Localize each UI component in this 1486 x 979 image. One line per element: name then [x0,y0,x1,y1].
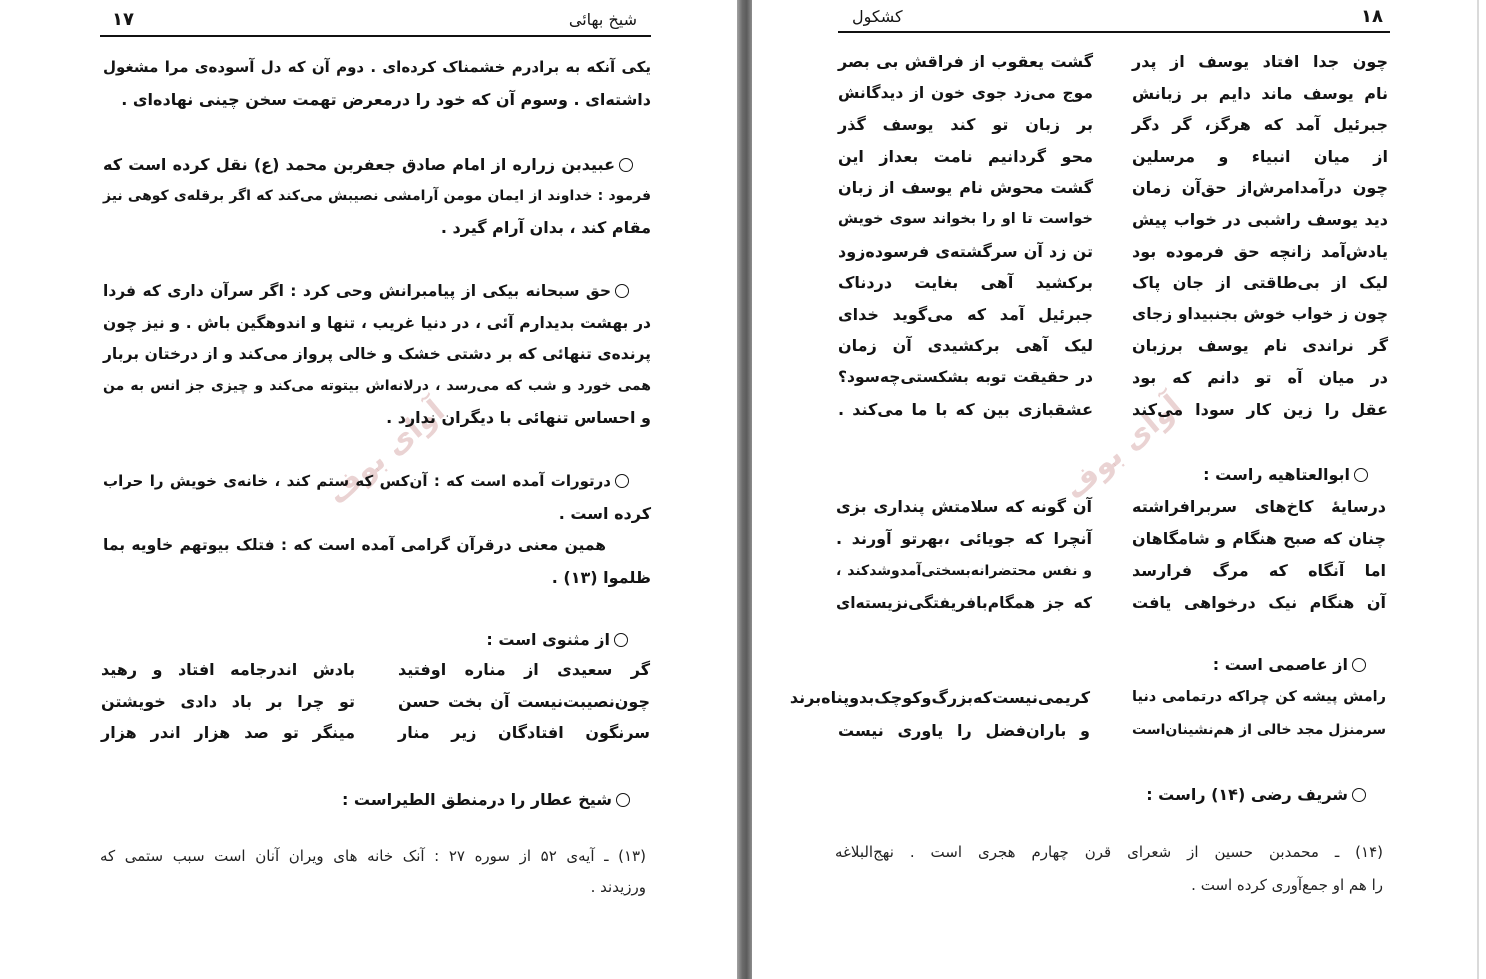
hemistich: جبرئیل آمد که می‌گوید خدای [838,304,1093,324]
hemistich: چون ز خواب خوش بجنبیداو زجای [1132,304,1388,323]
text-line [103,276,651,308]
hemistich: در حقیقت توبه بشکستی‌چه‌سود؟ [838,367,1093,386]
hemistich: آن گونه که سلامتش پنداری بزی [836,497,1092,516]
paragraph [103,466,651,529]
section-heading [486,624,628,656]
section-heading-text: شریف رضی (۱۴) راست : [1146,785,1348,804]
hemistich: چون جدا افتاد یوسف از پدر [1132,52,1388,71]
hemistich: آنچرا که جویائی ،بهرتو آورند . [836,529,1092,548]
section-heading [1213,649,1366,681]
page-number: ۱۸ [1361,6,1383,27]
text-line: فرمود : خداوند از ایمان مومن آرامشی نصیبش می‌کند که اگر برقله‌ی کوهی نیز [103,187,651,204]
text-line: داشته‌ای . وسوم آن که خود را درمعرض تهمت سخن چینی نهاده‌ای . [121,89,651,109]
hemistich: کریمی‌نیست‌که‌بزرگ‌وکوچک‌بدوپناه‌برند [789,688,1090,707]
text-line: کرده است . [558,503,651,523]
hemistich: تن زد آن سرگشته‌ی فرسوده‌زود [838,241,1093,261]
hemistich: چنان که صبح هنگام و شامگاهان [1132,529,1386,548]
text-line [103,466,651,498]
hemistich: و باران‌فضل را یاوری نیست [838,721,1090,740]
header-rule [838,31,1390,33]
running-header-title: کشکول [852,7,903,26]
hemistich: که جز همگام‌بافریفتگی‌نزیسته‌ای [836,594,1092,612]
hemistich: دید یوسف راشبی در خواب پیش [1132,209,1388,229]
text-line: پرنده‌ی تنهائی که بر دشتی خشک و خالی پرواز می‌کند و از درختان بربار [103,345,651,363]
text-line: در بهشت بدیدارم آئی ، در دنیا غریب ، تنها و اندوهگین باش . و نیز چون [103,313,651,332]
hemistich: و نفس محتضرانه‌بسختی‌آمدوشدکند ، [836,563,1092,579]
footnote-line: ورزیدند . [590,878,646,896]
watermark: آوای بوف [1057,388,1189,507]
page-edge [1477,0,1479,979]
verse-column-second [838,46,1093,425]
verse-column-first [1132,46,1388,425]
bullet-circle-icon [619,158,633,172]
hemistich: یادش‌آمد زانچه حق فرموده بود [1132,241,1388,261]
text-line-content: عبیدبن زراره از امام صادق جعفربن محمد (ع) نقل کرده است که [103,155,615,174]
paragraph [103,530,651,593]
section-heading [342,784,630,816]
hemistich: تو چرا بر باد دادی خویشتن [101,691,355,711]
hemistich: موج می‌زد جوی خون از دیدگانش [838,83,1093,102]
hemistich: گشت محوش نام یوسف از زبان [838,178,1093,198]
page-number: ۱۷ [112,9,134,30]
bullet-circle-icon [1352,658,1366,672]
hemistich: محو گردانیم نامت بعداز این [838,146,1093,166]
text-line [103,149,651,181]
text-line: ظلموا (۱۳) . [551,567,651,587]
footnote [835,836,1383,902]
hemistich: در میان آه تو دانم که بود [1132,367,1388,387]
hemistich: چون‌نصیبت‌نیست آن بخت حسن [398,691,650,711]
verse-column-first [1132,491,1386,619]
footnote-line: (۱۳) ـ آیه‌ی ۵۲ از سوره ۲۷ : آنک خانه های ویران آنان است سبب ستمی که [100,847,646,865]
section-heading [1146,779,1366,811]
bullet-circle-icon [615,474,629,488]
text-line: و احساس تنهائی با دیگران ندارد . [386,408,651,427]
hemistich: بادش اندرجامه افتاد و رهید [101,660,355,679]
text-line-content: حق سبحانه بیکی از پیامبرانش وحی کرد : اگر سرآن داری که فردا [103,282,611,300]
text-line: مقام کند ، بدان آرام گیرد . [440,218,651,237]
bullet-circle-icon [616,793,630,807]
hemistich: گشت یعقوب از فراقش بی بصر [838,52,1093,71]
hemistich: خواست تا او را بخواند سوی خویش [838,210,1093,227]
verse-column-first [398,654,650,749]
footnote [100,841,646,903]
verse-column-second [789,681,1090,747]
hemistich: لیک از بی‌طاقتی از جان پاک [1132,273,1388,293]
hemistich: برکشید آهی بغایت دردناک [838,273,1093,293]
book-gutter [737,0,752,979]
bullet-circle-icon [1352,788,1366,802]
bullet-circle-icon [1354,468,1368,482]
hemistich: اما آنگاه که مرگ فرارسد [1132,561,1386,580]
hemistich: آن هنگام نیک درخواهی یافت [1132,593,1386,612]
paragraph [103,149,651,244]
section-heading-text: از مثنوی است : [486,630,610,649]
hemistich: بر زبان تو کند یوسف گذر [838,115,1093,135]
paragraph [103,52,651,115]
text-line-content: درتورات آمده است که : آن‌کس که ستم کند ، خانه‌ی خویش را حراب [103,472,611,490]
hemistich: مینگر تو صد هزار اندر هزار [101,723,355,742]
right-page [752,0,1486,979]
running-header-title: شیخ بهائی [568,10,637,29]
hemistich: نام یوسف ماند دایم بر زبانش [1132,83,1388,103]
header-rule [100,35,651,37]
hemistich: عقل را زین کار سودا می‌کند [1132,399,1388,419]
hemistich: رامش پیشه کن چراکه درتمامی دنیا [1132,689,1386,705]
verse-column-first [1132,681,1386,747]
section-heading-text: شیخ عطار را درمنطق الطیراست : [341,790,612,809]
paragraph [103,276,651,434]
section-heading-text: از عاصمی است : [1212,655,1348,674]
hemistich: گر سعیدی از مناره اوفتید [398,660,650,679]
hemistich: درسایهٔ کاخ‌های سربرافراشته [1132,497,1386,516]
hemistich: چون درآمدامرش‌از حق‌آن زمان [1132,178,1388,198]
hemistich: جبرئیل آمد که هرگز، گر دگر [1132,115,1388,135]
bullet-circle-icon [614,633,628,647]
hemistich: گر نراندی نام یوسف برزبان [1132,336,1388,356]
section-heading [1203,459,1368,491]
footnote-line: (۱۴) ـ محمدبن حسین از شعرای قرن چهارم هجری است . نهج‌البلاغه [835,843,1383,861]
watermark: آوای بوف [320,393,452,512]
hemistich: از میان انبیاء و مرسلین [1132,146,1388,166]
hemistich: سرمنزل مجد خالی از هم‌نشینان‌است [1132,722,1386,738]
verse-column-second [101,654,355,749]
text-line: همی خورد و شب که می‌رسد ، درلانه‌اش بیتوته می‌کند و چیزی جز انس به من [103,377,651,394]
hemistich: لیک آهی برکشیدی آن زمان [838,336,1093,356]
footnote-line: را هم او جمع‌آوری کرده است . [1191,876,1383,894]
section-heading-text: ابوالعتاهیه راست : [1203,465,1350,484]
text-line: همین معنی درقرآن گرامی آمده است که : فتلک بیوتهم خاویه بما [103,536,606,554]
hemistich: سرنگون افتادگان زیر منار [398,723,650,742]
verse-column-second [836,491,1092,619]
hemistich: عشقبازی بین که با ما می‌کند . [838,399,1093,419]
bullet-circle-icon [615,284,629,298]
text-line: یکی آنکه به برادرم خشمناک کرده‌ای . دوم آن که دل آسوده‌ی مرا مشغول [103,58,651,76]
left-page [0,0,737,979]
